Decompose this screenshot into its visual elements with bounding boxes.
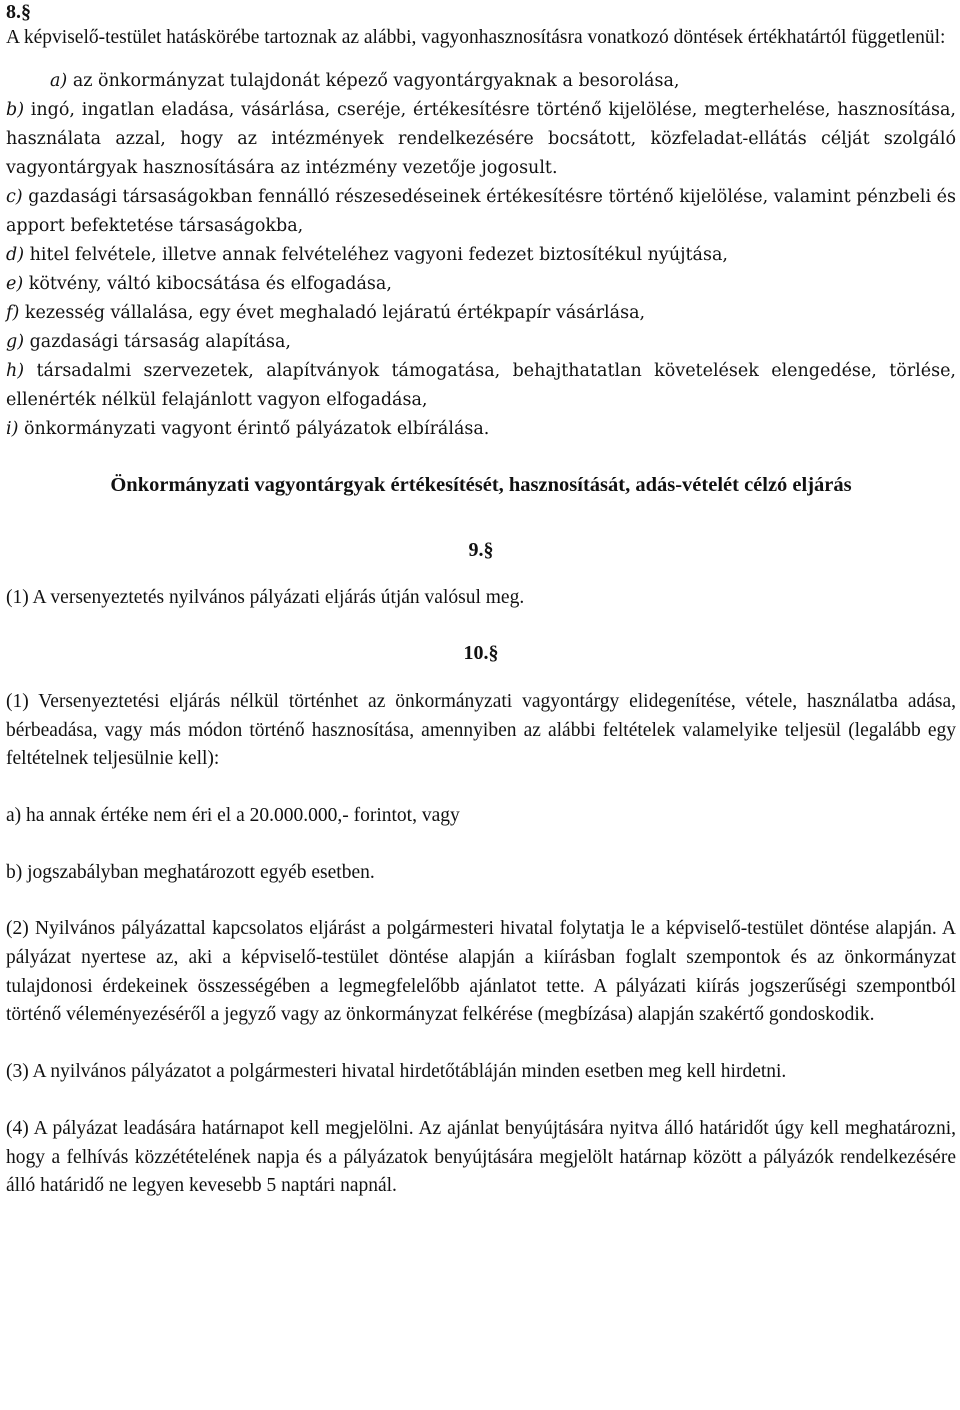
list-marker: b) <box>6 99 25 120</box>
list-marker: e) <box>6 273 24 294</box>
section-10-paragraph-3: (3) A nyilvános pályázatot a polgármesteri hivatal hirdetőtábláján minden esetben meg kell hirdetni. <box>6 1061 787 1083</box>
section-9-number: 9.§ <box>468 538 494 561</box>
section-10-item-a: a) ha annak értéke nem éri el a 20.000.000,- forintot, vagy <box>6 804 460 826</box>
section-8-number: 8.§ <box>6 1 31 23</box>
section-10-number: 10.§ <box>463 642 499 665</box>
list-text: az önkormányzat tulajdonát képező vagyontárgyaknak a besorolása, <box>67 70 680 91</box>
list-text: kezesség vállalása, egy évet meghaladó lejáratú értékpapír vásárlása, <box>19 302 646 323</box>
list-marker: c) <box>6 186 23 207</box>
list-item-a <box>6 67 956 96</box>
section-9-paragraph-1: (1) A versenyeztetés nyilvános pályázati eljárás útján valósul meg. <box>6 587 525 609</box>
section-10-paragraph-4: (4) A pályázat leadására határnapot kell megjelölni. Az ajánlat benyújtására nyitva álló határidőt úgy kell meghatározni, hogy a felhívás közzétételének napja és a pályázatok benyújtására megjelölt határnap között a pályázók rendelkezésére álló határidő ne legyen kevesebb 5 naptári napnál. <box>6 1117 956 1197</box>
list-item-f <box>6 299 956 328</box>
list-marker: d) <box>6 244 25 265</box>
list-text: gazdasági társaság alapítása, <box>24 331 291 352</box>
list-item-d <box>6 241 956 270</box>
list-item-h <box>6 357 956 415</box>
section-10-item-b: b) jogszabályban meghatározott egyéb esetben. <box>6 861 375 883</box>
list-text: önkormányzati vagyont érintő pályázatok elbírálása. <box>18 418 490 439</box>
list-marker: i) <box>6 418 19 439</box>
list-text: kötvény, váltó kibocsátása és elfogadása, <box>23 273 392 294</box>
list-text: ingó, ingatlan eladása, vásárlása, cseréje, értékesítésre történő kijelölése, megterhelése, hasznosítása, használata azzal, hogy az intézmények rendelkezésére bocsátott, közfeladat-ellátás célját szolgáló vagyontárgyak hasznosítására az intézmény vezetője jogosult. <box>6 99 956 178</box>
chapter-title: Önkormányzati vagyontárgyak értékesítését, hasznosítását, adás-vételét célzó eljárás <box>110 473 852 496</box>
list-item-g <box>6 328 956 357</box>
list-marker: h) <box>6 360 25 381</box>
list-item-b <box>6 96 956 183</box>
document-page <box>6 0 956 1201</box>
list-text: hitel felvétele, illetve annak felvételéhez vagyoni fedezet biztosítékul nyújtása, <box>24 244 728 265</box>
list-marker: f) <box>6 302 20 323</box>
list-item-e <box>6 270 956 299</box>
section-8-intro: A képviselő-testület hatáskörébe tartoznak az alábbi, vagyonhasznosításra vonatkozó döntések értékhatártól függetlenül: <box>6 27 946 48</box>
list-text: társadalmi szervezetek, alapítványok támogatása, behajthatatlan követelések elengedése, törlése, ellenérték nélkül felajánlott vagyon elfogadása, <box>6 360 956 410</box>
section-10-paragraph-2: (2) Nyilvános pályázattal kapcsolatos eljárást a polgármesteri hivatal folytatja le a képviselő-testület döntése alapján. A pályázat nyertese az, aki a képviselő-testület döntése alapján a kiírásban foglalt szempontok és az önkormányzat tulajdonosi érdekeinek összességében a legmegfelelőbb ajánlatot tette. A pályázati kiírás jogszerűségi szempontból történő véleményezéséről a jegyző vagy az önkormányzat felkérése (megbízása) alapján szakértő gondoskodik. <box>6 918 956 1026</box>
list-item-i <box>6 415 956 444</box>
list-item-c <box>6 183 956 241</box>
list-marker: g) <box>6 331 25 352</box>
list-text: gazdasági társaságokban fennálló részesedéseinek értékesítésre történő kijelölése, valamint pénzbeli és apport befektetése társaságokba, <box>6 186 956 236</box>
section-8-list <box>6 67 956 444</box>
section-10-paragraph-1: (1) Versenyeztetési eljárás nélkül történhet az önkormányzati vagyontárgy elidegenítése, vétele, használatba adása, bérbeadása, vagy más módon történő hasznosítása, amennyiben az alábbi feltételek valamelyike teljesül (legalább egy feltételnek teljesülnie kell): <box>6 690 956 770</box>
list-marker: a) <box>50 70 68 91</box>
